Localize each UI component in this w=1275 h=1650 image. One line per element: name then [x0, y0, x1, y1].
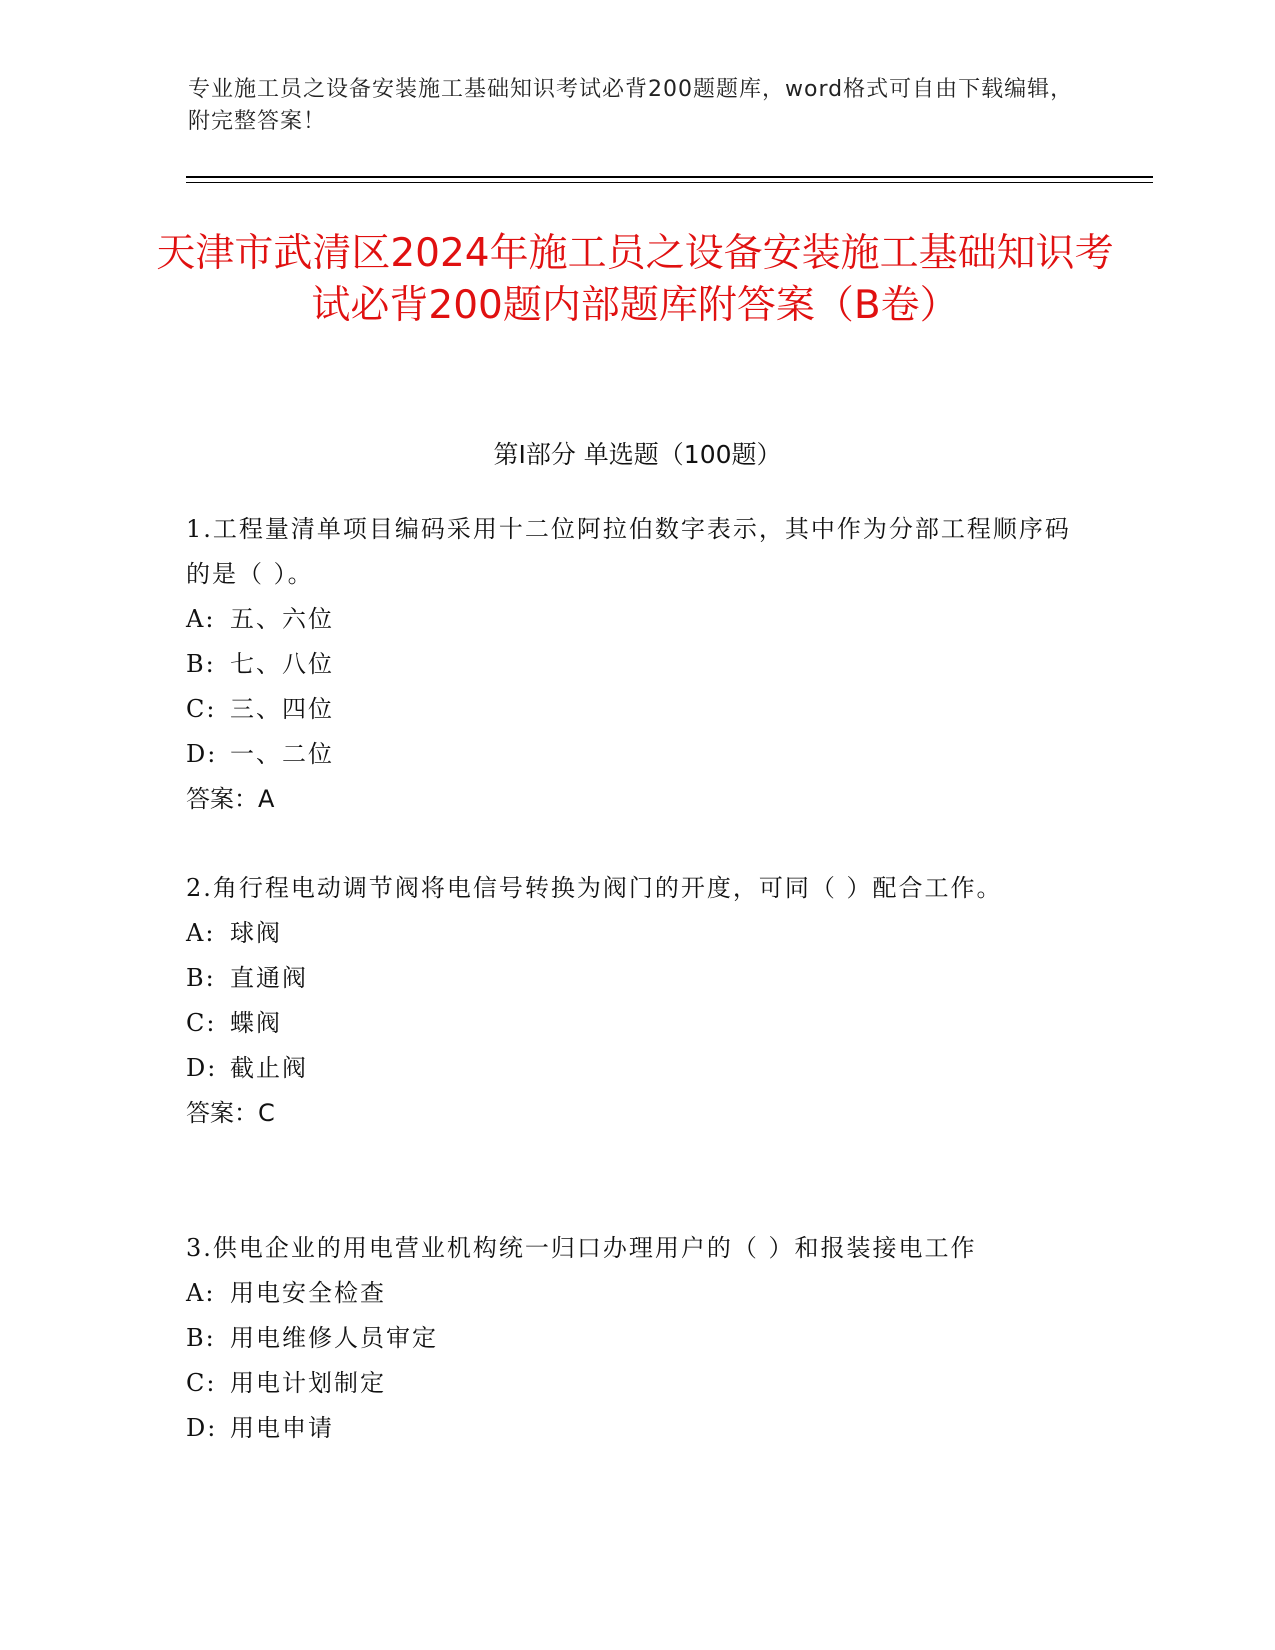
option-text: 一、二位	[230, 740, 334, 768]
question-2	[186, 866, 1086, 1136]
option-key: B:	[186, 964, 216, 992]
question-stem: 3.供电企业的用电营业机构统一归口办理用户的（ ）和报装接电工作	[186, 1234, 977, 1262]
option-text: 五、六位	[230, 605, 334, 633]
option-b	[186, 956, 1086, 1001]
option-text: 球阀	[230, 919, 282, 947]
option-key: C:	[186, 1369, 217, 1397]
header-rule-thin	[186, 182, 1153, 183]
option-text: 用电维修人员审定	[230, 1324, 438, 1352]
section-title: 第Ⅰ部分 单选题（100题）	[493, 440, 782, 469]
option-text: 直通阀	[230, 964, 308, 992]
option-key: B:	[186, 1324, 216, 1352]
option-text: 七、八位	[230, 650, 334, 678]
question-1	[186, 507, 1086, 822]
question-3	[186, 1226, 1086, 1451]
question-stem: 1.工程量清单项目编码采用十二位阿拉伯数字表示，其中作为分部工程顺序码的是（ ）。	[186, 515, 1071, 588]
option-d	[186, 732, 1086, 777]
option-a	[186, 1271, 1086, 1316]
option-c	[186, 1001, 1086, 1046]
answer: 答案：C	[186, 1099, 275, 1127]
option-key: A:	[186, 919, 216, 947]
option-c	[186, 1361, 1086, 1406]
option-d	[186, 1046, 1086, 1091]
option-key: A:	[186, 1279, 216, 1307]
option-d	[186, 1406, 1086, 1451]
answer: 答案：A	[186, 785, 275, 813]
option-text: 蝶阀	[230, 1009, 282, 1037]
option-key: C:	[186, 695, 217, 723]
option-text: 用电安全检查	[230, 1279, 386, 1307]
option-key: B:	[186, 650, 216, 678]
option-key: A:	[186, 605, 216, 633]
option-a	[186, 911, 1086, 956]
option-b	[186, 1316, 1086, 1361]
question-stem: 2.角行程电动调节阀将电信号转换为阀门的开度，可同（ ）配合工作。	[186, 874, 1003, 902]
header-rule-thick	[186, 176, 1153, 178]
option-text: 用电申请	[230, 1414, 334, 1442]
option-text: 用电计划制定	[230, 1369, 386, 1397]
option-key: D:	[186, 1414, 218, 1442]
option-text: 三、四位	[230, 695, 334, 723]
option-key: C:	[186, 1009, 217, 1037]
option-c	[186, 687, 1086, 732]
document-title: 天津市武清区2024年施工员之设备安装施工基础知识考试必背200题内部题库附答案（B卷）	[156, 231, 1114, 328]
option-key: D:	[186, 740, 218, 768]
option-text: 截止阀	[230, 1054, 308, 1082]
option-a	[186, 597, 1086, 642]
option-b	[186, 642, 1086, 687]
header-note: 专业施工员之设备安装施工基础知识考试必背200题题库，word格式可自由下载编辑，附完整答案！	[188, 77, 1074, 134]
option-key: D:	[186, 1054, 218, 1082]
